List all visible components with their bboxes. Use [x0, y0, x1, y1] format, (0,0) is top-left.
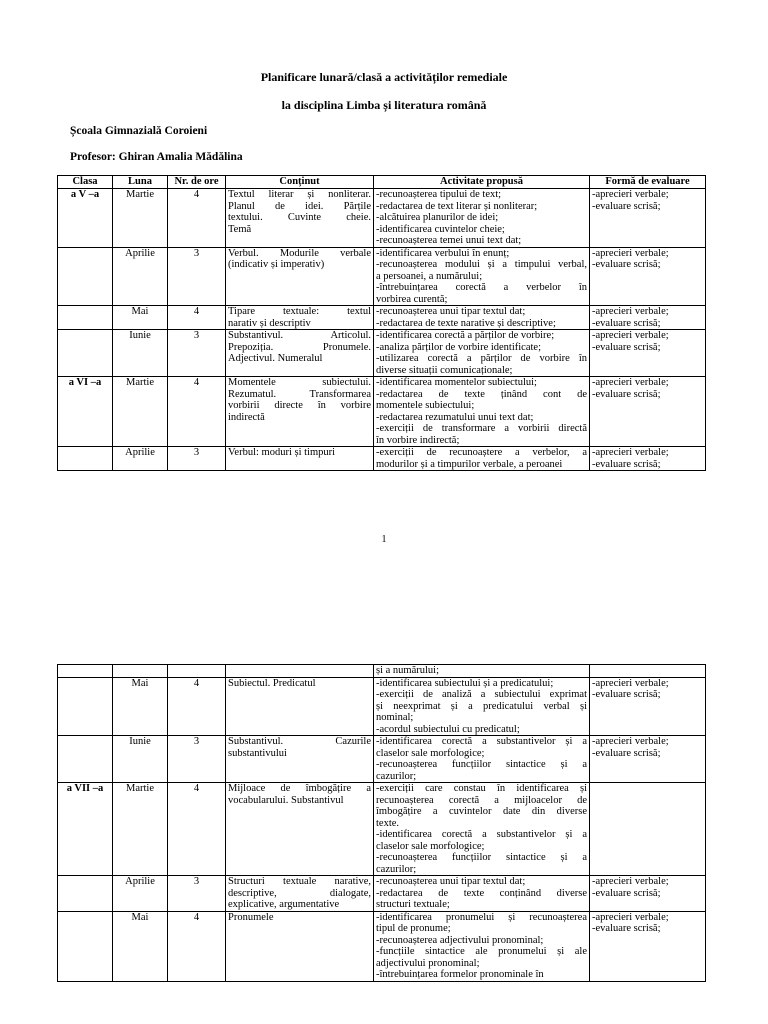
- cell-line: Verbul. Modurile verbale: [228, 247, 371, 259]
- cell-line: descriptive, dialogate,: [228, 887, 371, 899]
- cell-line: -aprecieri verbale;: [592, 911, 669, 923]
- cell-evaluare: [590, 783, 706, 876]
- cell-line: -identificarea momentelor subiectului;: [376, 377, 537, 388]
- cell-line: texte.: [376, 817, 400, 829]
- cell-line: nominal;: [376, 712, 414, 723]
- cell-line: modurilor și a timpurilor verbale, a peroanei: [376, 458, 563, 470]
- cell-line: -identificarea corectă a părților de vorbire;: [376, 330, 555, 341]
- cell-continut: [226, 677, 374, 736]
- cell-clasa: [58, 330, 113, 377]
- cell-line: -evaluare scrisă;: [592, 458, 661, 470]
- table-row: [58, 447, 706, 471]
- column-header-continut: Conținut: [226, 176, 374, 189]
- cell-activitate: [374, 247, 590, 306]
- cell-luna: Aprilie: [113, 876, 168, 912]
- cell-line: -evaluare scrisă;: [592, 923, 661, 934]
- cell-ore: 3: [168, 247, 226, 306]
- cell-luna: Aprilie: [113, 247, 168, 306]
- cell-clasa: [58, 306, 113, 330]
- cell-evaluare: [590, 447, 706, 471]
- cell-line: -evaluare scrisă;: [592, 887, 661, 899]
- cell-ore: 4: [168, 189, 226, 248]
- cell-line: substantivului: [228, 747, 287, 759]
- cell-clasa: [58, 665, 113, 678]
- cell-line: -întrebuințarea corectă a verbelor în: [376, 282, 587, 293]
- cell-activitate: [374, 876, 590, 912]
- table-row: [58, 330, 706, 377]
- cell-activitate: [374, 783, 590, 876]
- cell-line: -identificarea verbului în enunț;: [376, 247, 510, 259]
- table-row: [58, 377, 706, 447]
- cell-line: -aprecieri verbale;: [592, 677, 669, 689]
- page-number: 1: [381, 534, 387, 545]
- cell-line: -redactarea rezumatului unui text dat;: [376, 411, 534, 423]
- cell-line: -redactarea de texte ținând cont de: [376, 388, 587, 400]
- cell-line: -identificarea subiectului și a predicatului;: [376, 677, 554, 689]
- cell-activitate: [374, 377, 590, 447]
- cell-line: -acordul subiectului cu predicatul;: [376, 723, 520, 735]
- cell-evaluare: [590, 665, 706, 678]
- cell-line: Substantivul. Articolul.: [228, 330, 371, 341]
- cell-evaluare: [590, 911, 706, 981]
- cell-ore: [168, 665, 226, 678]
- cell-activitate: [374, 911, 590, 981]
- cell-activitate: [374, 447, 590, 471]
- cell-line: claselor sale morfologice;: [376, 747, 485, 759]
- cell-line: structuri textuale;: [376, 899, 450, 910]
- cell-line: -exerciții de recunoaștere a verbelor, a: [376, 447, 587, 458]
- cell-line: cazurilor;: [376, 770, 417, 782]
- cell-line: -aprecieri verbale;: [592, 306, 669, 317]
- cell-line: vocabularului. Substantivul: [228, 794, 344, 806]
- cell-line: și neexprimat și a predicatului verbal și: [376, 700, 587, 712]
- cell-line: -funcțiile sintactice ale pronumelui și ale: [376, 946, 587, 957]
- cell-line: Planul de idei. Părțile: [228, 200, 371, 212]
- cell-continut: [226, 911, 374, 981]
- school-name: Școala Gimnazială Coroieni: [70, 125, 208, 137]
- cell-ore: 3: [168, 876, 226, 912]
- cell-line: -redactarea de texte conținând diverse: [376, 887, 587, 899]
- cell-evaluare: [590, 330, 706, 377]
- cell-luna: Martie: [113, 783, 168, 876]
- cell-continut: [226, 330, 374, 377]
- cell-line: claselor sale morfologice;: [376, 840, 485, 852]
- cell-line: cazurilor;: [376, 863, 417, 875]
- cell-line: -identificarea corectă a substantivelor și a: [376, 829, 587, 840]
- cell-line: Structuri textuale narative,: [228, 876, 371, 887]
- cell-line: -exerciții de transformare a vorbirii directă: [376, 423, 587, 434]
- cell-line: -exerciții de analiză a subiectului exprimat: [376, 689, 587, 700]
- cell-line: în vorbire indirectă;: [376, 434, 460, 446]
- cell-line: Prepoziția. Pronumele.: [228, 341, 371, 353]
- table-row: [58, 783, 706, 876]
- page-break: [0, 600, 768, 664]
- cell-line: -evaluare scrisă;: [592, 200, 661, 212]
- cell-line: Adjectivul. Numeralul: [228, 353, 323, 364]
- cell-clasa: [58, 876, 113, 912]
- cell-line: -redactarea de text literar și nonliterar;: [376, 200, 538, 212]
- cell-line: momentele subiectului;: [376, 400, 475, 411]
- teacher-name: Profesor: Ghiran Amalia Mădălina: [70, 151, 243, 163]
- cell-line: -recunoașterea funcțiilor sintactice și a: [376, 759, 587, 770]
- cell-line: și a numărului;: [376, 665, 439, 676]
- table-header-row: [58, 176, 706, 189]
- cell-line: tipul de pronume;: [376, 923, 451, 934]
- cell-activitate: [374, 306, 590, 330]
- column-header-clasa: Clasa: [58, 176, 113, 189]
- cell-line: -recunoașterea unui tipar textul dat;: [376, 306, 526, 317]
- cell-clasa: a V –a: [58, 189, 113, 248]
- cell-line: -evaluare scrisă;: [592, 317, 661, 329]
- cell-line: Verbul: moduri și timpuri: [228, 447, 336, 458]
- cell-line: narativ și descriptiv: [228, 317, 311, 329]
- cell-continut: [226, 377, 374, 447]
- cell-line: adjectivului pronominal;: [376, 957, 480, 969]
- cell-line: -evaluare scrisă;: [592, 388, 661, 400]
- cell-ore: 4: [168, 783, 226, 876]
- cell-line: -recunoașterea tipului de text;: [376, 189, 502, 200]
- cell-line: -aprecieri verbale;: [592, 330, 669, 341]
- cell-line: explicative, argumentative: [228, 899, 340, 910]
- cell-evaluare: [590, 377, 706, 447]
- cell-continut: [226, 447, 374, 471]
- cell-luna: Aprilie: [113, 447, 168, 471]
- cell-line: -întrebuințarea formelor pronominale în: [376, 969, 544, 980]
- cell-luna: Iunie: [113, 736, 168, 783]
- cell-line: -aprecieri verbale;: [592, 876, 669, 887]
- column-header-activitate: Activitate propusă: [374, 176, 590, 189]
- cell-line: -aprecieri verbale;: [592, 189, 669, 200]
- cell-line: -recunoașterea temei unui text dat;: [376, 235, 522, 246]
- cell-clasa: [58, 911, 113, 981]
- table-row: [58, 247, 706, 306]
- cell-line: -identificarea cuvintelor cheie;: [376, 223, 505, 235]
- cell-line: -exerciții care constau în identificarea și: [376, 783, 587, 794]
- cell-line: -utilizarea corectă a părților de vorbire în: [376, 353, 587, 364]
- cell-line: -aprecieri verbale;: [592, 377, 669, 388]
- cell-continut: [226, 247, 374, 306]
- cell-line: -aprecieri verbale;: [592, 736, 669, 747]
- cell-luna: [113, 665, 168, 678]
- cell-activitate: [374, 665, 590, 678]
- cell-activitate: [374, 189, 590, 248]
- cell-line: recunoașterea corectă a mijloacelor de: [376, 794, 587, 806]
- cell-ore: 4: [168, 911, 226, 981]
- cell-ore: 3: [168, 330, 226, 377]
- cell-ore: 4: [168, 677, 226, 736]
- cell-line: -recunoașterea modului și a timpului verbal,: [376, 259, 587, 270]
- cell-line: Momentele subiectului.: [228, 377, 371, 388]
- cell-line: Rezumatul. Transformarea: [228, 388, 371, 400]
- cell-line: diverse situații comunicaționale;: [376, 364, 513, 376]
- cell-line: Textul literar și nonliterar.: [228, 189, 371, 200]
- cell-activitate: [374, 736, 590, 783]
- cell-line: Subiectul. Predicatul: [228, 677, 316, 689]
- column-header-luna: Luna: [113, 176, 168, 189]
- cell-line: Temă: [228, 223, 252, 235]
- cell-clasa: a VII –a: [58, 783, 113, 876]
- table-row: [58, 911, 706, 981]
- cell-line: -recunoașterea unui tipar textul dat;: [376, 876, 526, 887]
- cell-continut: [226, 876, 374, 912]
- cell-evaluare: [590, 677, 706, 736]
- cell-evaluare: [590, 247, 706, 306]
- cell-line: textului. Cuvinte cheie.: [228, 212, 371, 223]
- cell-line: Mijloace de îmbogățire a: [228, 783, 371, 794]
- table-row: [58, 665, 706, 678]
- cell-line: (indicativ și imperativ): [228, 259, 325, 270]
- cell-activitate: [374, 330, 590, 377]
- planning-table-page-2: [57, 664, 706, 982]
- document-title: Planificare lunară/clasă a activităților remediale: [260, 70, 508, 84]
- cell-clasa: [58, 677, 113, 736]
- cell-activitate: [374, 677, 590, 736]
- cell-clasa: [58, 247, 113, 306]
- cell-line: -redactarea de texte narative și descriptive;: [376, 317, 556, 329]
- cell-line: indirectă: [228, 411, 265, 423]
- table-row: [58, 736, 706, 783]
- cell-continut: [226, 306, 374, 330]
- cell-clasa: [58, 447, 113, 471]
- cell-line: -recunoașterea adjectivului pronominal;: [376, 934, 544, 946]
- cell-line: -evaluare scrisă;: [592, 747, 661, 759]
- cell-clasa: a VI –a: [58, 377, 113, 447]
- cell-ore: 4: [168, 306, 226, 330]
- cell-evaluare: [590, 306, 706, 330]
- cell-line: -identificarea pronumelui și recunoașterea: [376, 911, 587, 923]
- cell-luna: Mai: [113, 677, 168, 736]
- cell-evaluare: [590, 736, 706, 783]
- cell-line: vorbirea curentă;: [376, 293, 448, 305]
- cell-line: -evaluare scrisă;: [592, 341, 661, 353]
- cell-line: a persoanei, a numărului;: [376, 270, 483, 282]
- column-header-evaluare: Formă de evaluare: [590, 176, 706, 189]
- cell-continut: [226, 736, 374, 783]
- planning-table-page-1: [57, 175, 706, 471]
- cell-continut: [226, 665, 374, 678]
- cell-line: -aprecieri verbale;: [592, 447, 669, 458]
- cell-line: Substantivul. Cazurile: [228, 736, 371, 747]
- cell-line: -identificarea corectă a substantivelor și a: [376, 736, 587, 747]
- cell-luna: Martie: [113, 377, 168, 447]
- cell-luna: Mai: [113, 306, 168, 330]
- cell-evaluare: [590, 876, 706, 912]
- page-2: [0, 664, 768, 1024]
- cell-ore: 4: [168, 377, 226, 447]
- cell-luna: Mai: [113, 911, 168, 981]
- cell-line: Pronumele: [228, 911, 274, 923]
- cell-line: -analiza părților de vorbire identificate;: [376, 341, 542, 353]
- table-row: [58, 306, 706, 330]
- cell-ore: 3: [168, 736, 226, 783]
- cell-line: -alcătuirea planurilor de idei;: [376, 212, 499, 223]
- cell-luna: Martie: [113, 189, 168, 248]
- cell-line: -recunoașterea funcțiilor sintactice și a: [376, 852, 587, 863]
- cell-ore: 3: [168, 447, 226, 471]
- table-row: [58, 876, 706, 912]
- table-row: [58, 189, 706, 248]
- cell-line: îmbogățire a cuvintelor date din diverse: [376, 806, 587, 817]
- cell-continut: [226, 783, 374, 876]
- cell-line: -aprecieri verbale;: [592, 247, 669, 259]
- cell-continut: [226, 189, 374, 248]
- table-row: [58, 677, 706, 736]
- document-subtitle: la disciplina Limba și literatura română: [281, 98, 487, 112]
- cell-line: Tipare textuale: textul: [228, 306, 371, 317]
- cell-luna: Iunie: [113, 330, 168, 377]
- cell-evaluare: [590, 189, 706, 248]
- cell-line: vorbirii directe în vorbire: [228, 400, 371, 411]
- column-header-ore: Nr. de ore: [168, 176, 226, 189]
- cell-line: -evaluare scrisă;: [592, 689, 661, 700]
- cell-clasa: [58, 736, 113, 783]
- cell-line: -evaluare scrisă;: [592, 259, 661, 270]
